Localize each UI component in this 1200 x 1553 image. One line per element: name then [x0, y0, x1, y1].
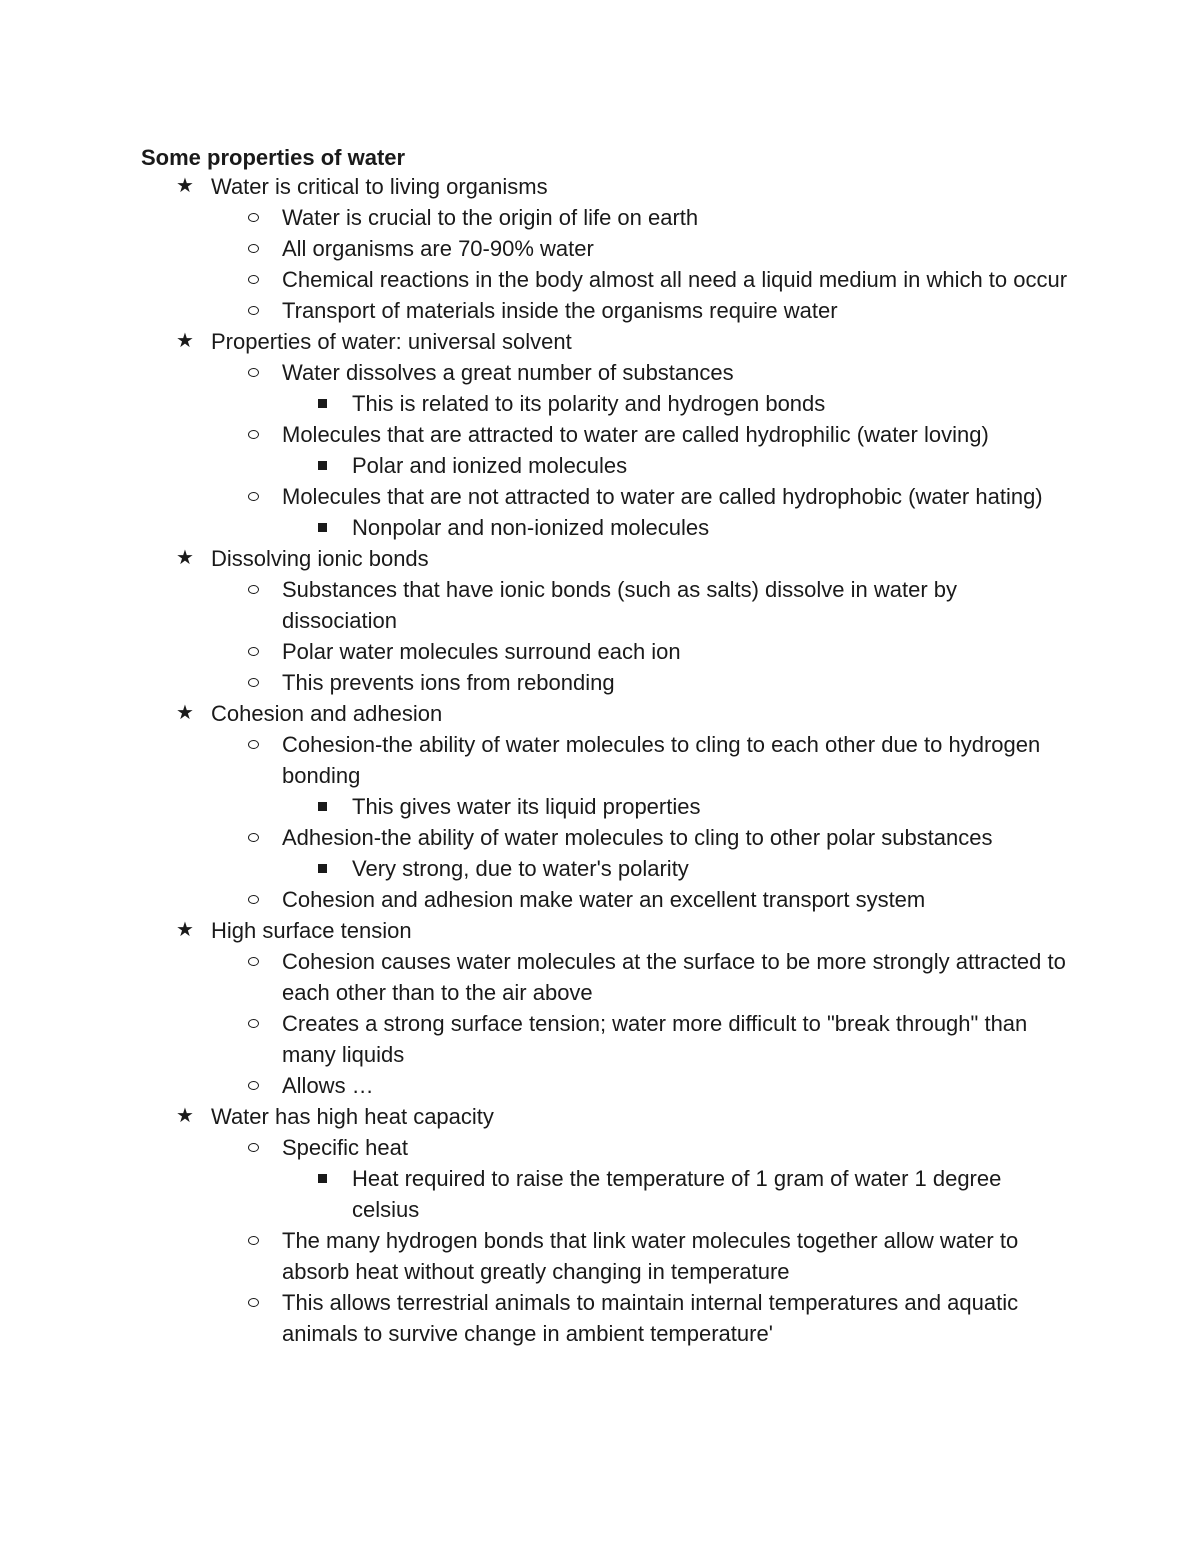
list-item: [0, 1225, 1200, 1287]
list-item-text: Water is crucial to the origin of life on earth: [282, 205, 699, 230]
star-bullet-icon: ★: [176, 175, 194, 197]
square-bullet-icon: [318, 791, 327, 822]
circle-bullet-icon: [248, 1070, 259, 1101]
list-item-text: This prevents ions from rebonding: [282, 670, 615, 695]
circle-bullet-icon: [248, 1287, 259, 1318]
list-item: [0, 1132, 1200, 1163]
list-item-text: This is related to its polarity and hydrogen bonds: [352, 391, 826, 416]
circle-bullet-icon: [248, 295, 259, 326]
list-item-text: Very strong, due to water's polarity: [352, 856, 689, 881]
circle-bullet-icon: [248, 574, 259, 605]
list-item: [0, 1287, 1200, 1349]
list-item: [0, 512, 1200, 543]
circle-bullet-icon: [248, 1008, 259, 1039]
list-item: [0, 636, 1200, 667]
list-item-text: This allows terrestrial animals to maintain internal temperatures and aquatic animals to survive change in ambient temperature': [282, 1290, 1019, 1346]
list-item: [0, 481, 1200, 512]
list-item: [0, 357, 1200, 388]
list-item-text: Cohesion and adhesion make water an excellent transport system: [282, 887, 926, 912]
square-bullet-icon: [318, 1163, 327, 1194]
list-item: [0, 419, 1200, 450]
square-bullet-icon: [318, 450, 327, 481]
list-item-text: Nonpolar and non-ionized molecules: [352, 515, 710, 540]
list-item: [0, 884, 1200, 915]
list-item-text: Heat required to raise the temperature of 1 gram of water 1 degree celsius: [352, 1166, 1002, 1222]
list-item: [0, 698, 1200, 729]
list-item: [0, 1008, 1200, 1070]
list-item-text: Chemical reactions in the body almost all need a liquid medium in which to occur: [282, 267, 1068, 292]
star-bullet-icon: ★: [176, 330, 194, 352]
list-item: [0, 202, 1200, 233]
list-item: [0, 574, 1200, 636]
circle-bullet-icon: [248, 884, 259, 915]
list-item: [0, 388, 1200, 419]
list-item: [0, 233, 1200, 264]
circle-bullet-icon: [248, 729, 259, 760]
list-item-text: Polar water molecules surround each ion: [282, 639, 681, 664]
circle-bullet-icon: [248, 202, 259, 233]
list-item: [0, 1070, 1200, 1101]
circle-bullet-icon: [248, 419, 259, 450]
list-item: [0, 295, 1200, 326]
circle-bullet-icon: [248, 1225, 259, 1256]
list-item-text: High surface tension: [211, 918, 412, 943]
list-item-text: Cohesion causes water molecules at the surface to be more strongly attracted to each other than to the air above: [282, 949, 1066, 1005]
circle-bullet-icon: [248, 822, 259, 853]
circle-bullet-icon: [248, 1132, 259, 1163]
star-bullet-icon: ★: [176, 702, 194, 724]
circle-bullet-icon: [248, 946, 259, 977]
list-item: [0, 915, 1200, 946]
list-item: [0, 791, 1200, 822]
list-item-text: Substances that have ionic bonds (such as salts) dissolve in water by dissociation: [282, 577, 958, 633]
list-item: [0, 543, 1200, 574]
list-item-text: Adhesion-the ability of water molecules to cling to other polar substances: [282, 825, 993, 850]
circle-bullet-icon: [248, 264, 259, 295]
page-title: Some properties of water: [141, 145, 406, 170]
list-item: [0, 1163, 1200, 1225]
list-item-text: Water has high heat capacity: [211, 1104, 494, 1129]
circle-bullet-icon: [248, 667, 259, 698]
list-item-text: Molecules that are not attracted to water are called hydrophobic (water hating): [282, 484, 1043, 509]
square-bullet-icon: [318, 388, 327, 419]
list-item: [0, 822, 1200, 853]
list-item: [0, 729, 1200, 791]
list-item: [0, 946, 1200, 1008]
square-bullet-icon: [318, 853, 327, 884]
circle-bullet-icon: [248, 357, 259, 388]
list-item: [0, 326, 1200, 357]
list-item-text: This gives water its liquid properties: [352, 794, 701, 819]
list-item-text: Polar and ionized molecules: [352, 453, 628, 478]
square-bullet-icon: [318, 512, 327, 543]
list-item: [0, 1101, 1200, 1132]
list-item: [0, 667, 1200, 698]
star-bullet-icon: ★: [176, 547, 194, 569]
list-item-text: Cohesion and adhesion: [211, 701, 443, 726]
outline-list: [0, 171, 1200, 1349]
list-item-text: Transport of materials inside the organisms require water: [282, 298, 838, 323]
list-item-text: Properties of water: universal solvent: [211, 329, 572, 354]
list-item: [0, 171, 1200, 202]
list-item-text: Creates a strong surface tension; water more difficult to "break through" than many liquids: [282, 1011, 1028, 1067]
list-item-text: Water dissolves a great number of substances: [282, 360, 734, 385]
list-item-text: Cohesion-the ability of water molecules to cling to each other due to hydrogen bonding: [282, 732, 1041, 788]
star-bullet-icon: ★: [176, 1105, 194, 1127]
list-item: [0, 264, 1200, 295]
list-item-text: Water is critical to living organisms: [211, 174, 548, 199]
list-item-text: Specific heat: [282, 1135, 408, 1160]
list-item: [0, 450, 1200, 481]
star-bullet-icon: ★: [176, 919, 194, 941]
circle-bullet-icon: [248, 233, 259, 264]
list-item: [0, 853, 1200, 884]
list-item-text: Dissolving ionic bonds: [211, 546, 429, 571]
list-item-text: Molecules that are attracted to water are called hydrophilic (water loving): [282, 422, 989, 447]
circle-bullet-icon: [248, 481, 259, 512]
circle-bullet-icon: [248, 636, 259, 667]
list-item-text: All organisms are 70-90% water: [282, 236, 594, 261]
list-item-text: The many hydrogen bonds that link water molecules together allow water to absorb heat without greatly changing in temperature: [282, 1228, 1019, 1284]
list-item-text: Allows …: [282, 1073, 374, 1098]
